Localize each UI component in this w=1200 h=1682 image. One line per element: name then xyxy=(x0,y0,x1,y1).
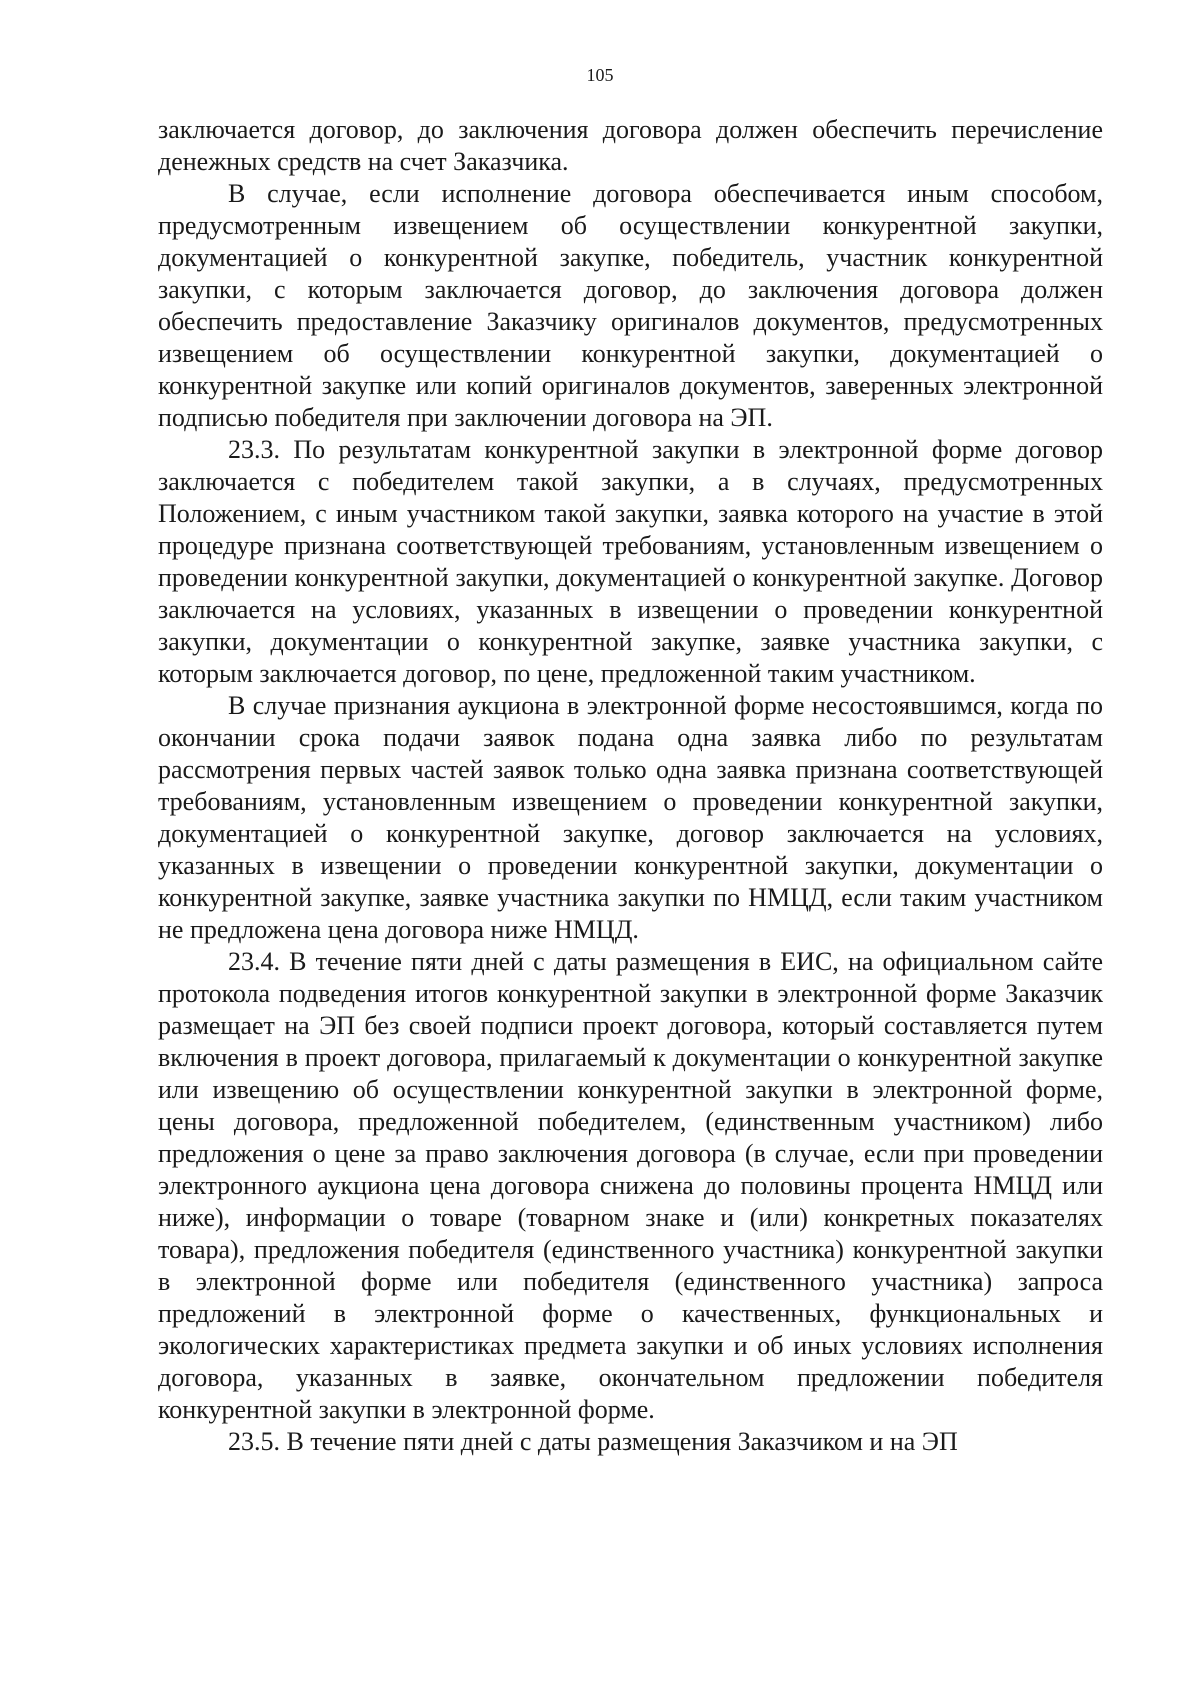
paragraph-23-5: 23.5. В течение пяти дней с даты размещения Заказчиком и на ЭП xyxy=(228,1427,958,1456)
document-body xyxy=(158,114,1103,1458)
paragraph-auction-failed: В случае признания аукциона в электронной форме несостоявшимся, когда по окончании срока подачи заявок подана одна заявка либо по результатам рассмотрения первых частей заявок только одна заявка признана соответствующей требованиям, установленным извещением о проведении конкурентной закупки, документацией о конкурентной закупке, договор заключается на условиях, указанных в извещении о проведении конкурентной закупки, документации о конкурентной закупке, заявке участника закупки по НМЦД, если таким участником не предложена цена договора ниже НМЦД. xyxy=(158,691,1103,944)
paragraph-23-3: 23.3. По результатам конкурентной закупки в электронной форме договор заключается с победителем такой закупки, а в случаях, предусмотренных Положением, с иным участником такой закупки, заявка которого на участие в этой процедуре признана соответствующей требованиям, установленным извещением о проведении конкурентной закупки, документацией о конкурентной закупке. Договор заключается на условиях, указанных в извещении о проведении конкурентной закупки, документации о конкурентной закупке, заявке участника закупки, с которым заключается договор, по цене, предложенной таким участником. xyxy=(158,435,1103,688)
paragraph-other-security: В случае, если исполнение договора обеспечивается иным способом, предусмотренным извещением об осуществлении конкурентной закупки, документацией о конкурентной закупке, победитель, участник конкурентной закупки, с которым заключается договор, до заключения договора должен обеспечить предоставление Заказчику оригиналов документов, предусмотренных извещением об осуществлении конкурентной закупки, документацией о конкурентной закупке или копий оригиналов документов, заверенных электронной подписью победителя при заключении договора на ЭП. xyxy=(158,179,1103,432)
page-number: 105 xyxy=(586,65,614,85)
paragraph-continuation: заключается договор, до заключения договора должен обеспечить перечисление денежных средств на счет Заказчика. xyxy=(158,115,1103,176)
paragraph-23-4: 23.4. В течение пяти дней с даты размещения в ЕИС, на официальном сайте протокола подведения итогов конкурентной закупки в электронной форме Заказчик размещает на ЭП без своей подписи проект договора, который составляется путем включения в проект договора, прилагаемый к документации о конкурентной закупке или извещению об осуществлении конкурентной закупки в электронной форме, цены договора, предложенной победителем, (единственным участником) либо предложения о цене за право заключения договора (в случае, если при проведении электронного аукциона цена договора снижена до половины процента НМЦД или ниже), информации о товаре (товарном знаке и (или) конкретных показателях товара), предложения победителя (единственного участника) конкурентной закупки в электронной форме или победителя (единственного участника) запроса предложений в электронной форме о качественных, функциональных и экологических характеристиках предмета закупки и об иных условиях исполнения договора, указанных в заявке, окончательном предложении победителя конкурентной закупки в электронной форме. xyxy=(158,947,1103,1424)
